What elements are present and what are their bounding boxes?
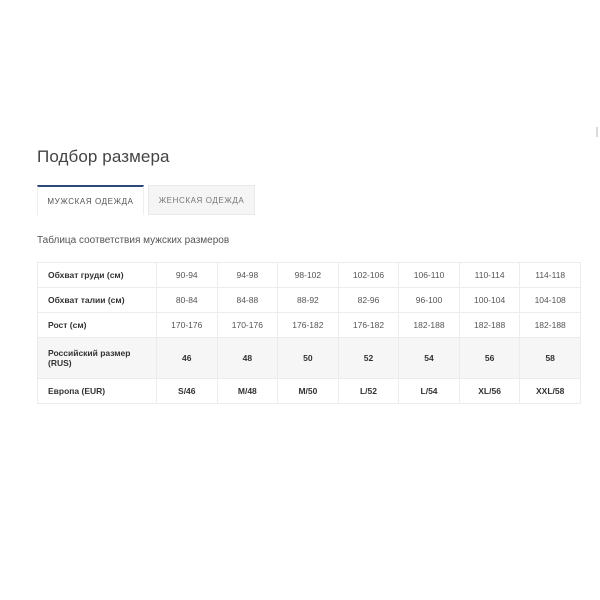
- tab-mens-clothing[interactable]: МУЖСКАЯ ОДЕЖДА: [37, 185, 144, 215]
- table-cell: M/48: [217, 379, 278, 404]
- table-cell: 182-188: [399, 313, 460, 338]
- row-label: Обхват груди (см): [38, 263, 157, 288]
- table-cell: XXL/58: [520, 379, 581, 404]
- edge-scroll-mark: [596, 127, 598, 137]
- table-cell: 54: [399, 338, 460, 379]
- table-cell: 48: [217, 338, 278, 379]
- table-cell: 104-108: [520, 288, 581, 313]
- table-cell: 84-88: [217, 288, 278, 313]
- table-cell: 96-100: [399, 288, 460, 313]
- table-cell: 90-94: [157, 263, 218, 288]
- table-cell: 98-102: [278, 263, 339, 288]
- table-cell: 182-188: [459, 313, 520, 338]
- row-label: Европа (EUR): [38, 379, 157, 404]
- row-label: Обхват талии (см): [38, 288, 157, 313]
- table-cell: 58: [520, 338, 581, 379]
- table-cell: S/46: [157, 379, 218, 404]
- table-cell: 50: [278, 338, 339, 379]
- table-cell: 170-176: [217, 313, 278, 338]
- row-label: Российский размер (RUS): [38, 338, 157, 379]
- table-cell: 52: [338, 338, 399, 379]
- table-row-chest: [38, 263, 581, 288]
- page-title: Подбор размера: [37, 147, 170, 166]
- table-row-eur-size: [38, 379, 581, 404]
- table-cell: 100-104: [459, 288, 520, 313]
- table-cell: 80-84: [157, 288, 218, 313]
- table-cell: 114-118: [520, 263, 581, 288]
- size-table: [37, 262, 581, 404]
- table-cell: 110-114: [459, 263, 520, 288]
- table-cell: 82-96: [338, 288, 399, 313]
- table-cell: XL/56: [459, 379, 520, 404]
- table-cell: 176-182: [338, 313, 399, 338]
- row-label: Рост (см): [38, 313, 157, 338]
- table-cell: L/52: [338, 379, 399, 404]
- size-tabs: [37, 185, 255, 215]
- table-cell: 170-176: [157, 313, 218, 338]
- table-cell: L/54: [399, 379, 460, 404]
- table-cell: 46: [157, 338, 218, 379]
- table-cell: 94-98: [217, 263, 278, 288]
- table-row-height: [38, 313, 581, 338]
- table-cell: 102-106: [338, 263, 399, 288]
- table-cell: M/50: [278, 379, 339, 404]
- table-row-waist: [38, 288, 581, 313]
- tab-womens-clothing[interactable]: ЖЕНСКАЯ ОДЕЖДА: [148, 185, 255, 215]
- table-cell: 182-188: [520, 313, 581, 338]
- table-caption: Таблица соответствия мужских размеров: [37, 235, 230, 246]
- table-cell: 88-92: [278, 288, 339, 313]
- table-cell: 106-110: [399, 263, 460, 288]
- table-row-rus-size: [38, 338, 581, 379]
- table-cell: 176-182: [278, 313, 339, 338]
- table-cell: 56: [459, 338, 520, 379]
